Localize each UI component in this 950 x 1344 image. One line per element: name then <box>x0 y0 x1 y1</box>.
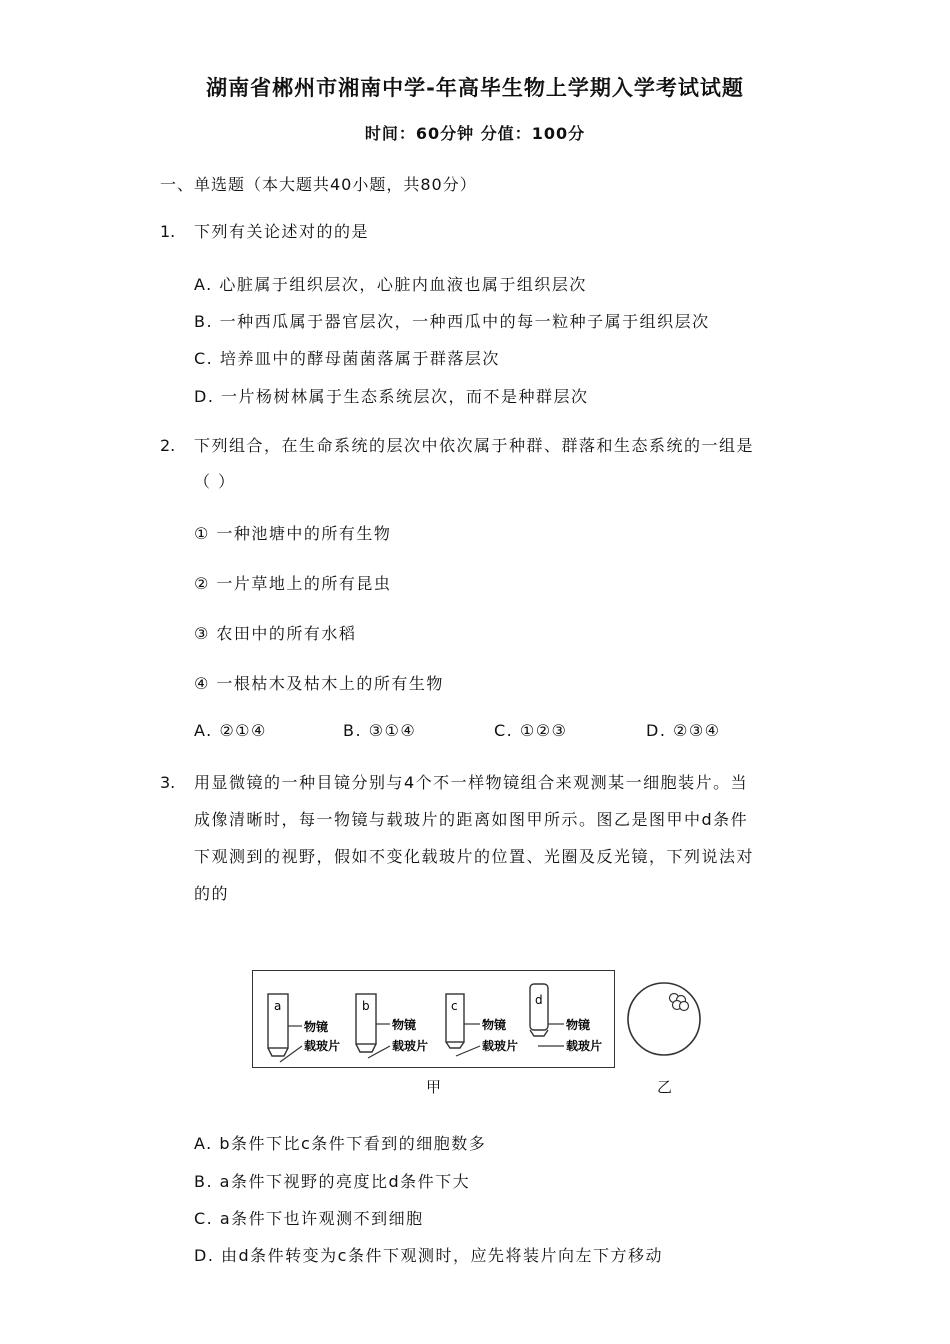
question-3-option-c: C. a条件下也许观测不到细胞 <box>194 1209 424 1228</box>
question-2-item-4: ④ 一根枯木及枯木上的所有生物 <box>194 674 444 693</box>
question-3-stem-line-4: 的的 <box>194 884 230 903</box>
question-3-option-a: A. b条件下比c条件下看到的细胞数多 <box>194 1134 487 1153</box>
question-1-stem: 下列有关论述对的的是 <box>194 222 370 241</box>
lens-label-c: c <box>451 999 458 1013</box>
question-1-option-d: D. 一片杨树林属于生态系统层次，而不是种群层次 <box>194 387 589 406</box>
question-3-stem-line-2: 成像清晰时，每一物镜与载玻片的距离如图甲所示。图乙是图甲中d条件 <box>194 810 749 829</box>
question-3-option-b: B. a条件下视野的亮度比d条件下大 <box>194 1172 471 1191</box>
question-3-option-d: D. 由d条件转变为c条件下观测时，应先将装片向左下方移动 <box>194 1246 663 1265</box>
question-3-stem-line-1: 用显微镜的一种目镜分别与4个不一样物镜组合来观测某一细胞装片。当 <box>194 773 749 792</box>
question-1-option-c: C. 培养皿中的酵母菌菌落属于群落层次 <box>194 349 500 368</box>
field-of-view-circle <box>628 983 700 1055</box>
objective-lens-c <box>446 994 518 1056</box>
question-1-option-b: B. 一种西瓜属于器官层次，一种西瓜中的每一粒种子属于组织层次 <box>194 312 710 331</box>
question-1-option-a: A. 心脏属于组织层次，心脏内血液也属于组织层次 <box>194 275 587 294</box>
section-heading: 一、单选题（本大题共40小题，共80分） <box>160 175 477 194</box>
slide-label: 载玻片 <box>304 1039 341 1053</box>
question-2-stem-line-2: （ ） <box>194 472 236 491</box>
question-2-option-a: A. ②①④ <box>194 721 267 740</box>
objective-label: 物镜 <box>566 1018 591 1032</box>
question-2-option-b: B. ③①④ <box>343 721 417 740</box>
objective-label: 物镜 <box>304 1020 329 1034</box>
question-2-number: 2. <box>160 436 176 455</box>
question-2-option-d: D. ②③④ <box>646 721 721 740</box>
question-3-number: 3. <box>160 773 176 792</box>
objective-label: 物镜 <box>392 1018 417 1032</box>
question-2-item-3: ③ 农田中的所有水稻 <box>194 624 357 643</box>
question-2-stem-line-1: 下列组合，在生命系统的层次中依次属于种群、群落和生态系统的一组是 <box>194 436 755 455</box>
figure-jia-caption: 甲 <box>426 1078 442 1096</box>
question-2-item-1: ① 一种池塘中的所有生物 <box>194 524 392 543</box>
objective-label: 物镜 <box>482 1018 507 1032</box>
question-2-option-c: C. ①②③ <box>494 721 568 740</box>
question-3-stem-line-3: 下观测到的视野，假如不变化载玻片的位置、光圈及反光镜，下列说法对 <box>194 847 755 866</box>
page-title: 湖南省郴州市湘南中学-年高毕生物上学期入学考试试题 <box>206 76 744 100</box>
exam-info: 时间：60分钟 分值：100分 <box>364 124 586 143</box>
slide-label: 载玻片 <box>566 1039 603 1053</box>
question-1-number: 1. <box>160 222 176 241</box>
figure-yi-field-of-view <box>626 980 706 1060</box>
cell <box>680 1002 689 1011</box>
objective-lens-d <box>530 984 602 1053</box>
slide-label: 载玻片 <box>392 1039 429 1053</box>
objective-lens-a <box>268 994 340 1062</box>
lens-label-d: d <box>535 993 543 1007</box>
objective-lens-b <box>356 994 428 1058</box>
figure-jia-objectives <box>252 970 615 1068</box>
lens-label-a: a <box>274 999 282 1013</box>
figure-yi-caption: 乙 <box>657 1078 673 1096</box>
slide-label: 载玻片 <box>482 1039 519 1053</box>
lens-label-b: b <box>362 999 370 1013</box>
question-2-item-2: ② 一片草地上的所有昆虫 <box>194 574 392 593</box>
